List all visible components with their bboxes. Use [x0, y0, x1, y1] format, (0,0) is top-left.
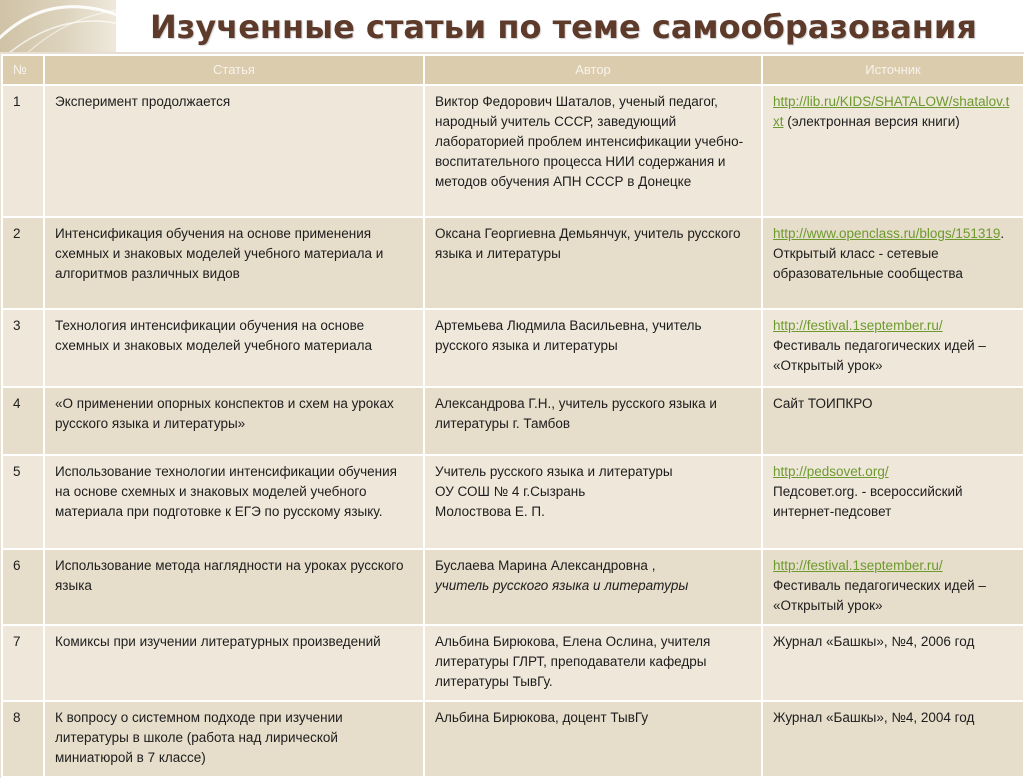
header-number: №	[2, 55, 44, 85]
table-row	[2, 309, 1024, 387]
header-author: Автор	[424, 55, 762, 85]
source-description: . Открытый класс - сетевые образовательные сообщества	[773, 226, 1005, 281]
author-position: Учитель русского языка и литературы	[435, 464, 673, 479]
source-description: Журнал «Башкы», №4, 2004 год	[773, 710, 975, 725]
table-row	[2, 549, 1024, 625]
article-author: Альбина Бирюкова, доцент ТывГу	[424, 701, 762, 777]
article-title: Использование технологии интенсификации обучения на основе схемных и знаковых моделей учебного материала при подготовке к ЕГЭ по русскому языку.	[44, 455, 424, 549]
article-title: Комиксы при изучении литературных произведений	[44, 625, 424, 701]
page-title: Изученные статьи по теме самообразования	[150, 8, 977, 46]
source-description: Фестиваль педагогических идей – «Открытый урок»	[773, 338, 986, 373]
header-article: Статья	[44, 55, 424, 85]
table-row	[2, 387, 1024, 455]
article-source	[762, 309, 1024, 387]
decorative-arc-icon	[0, 0, 116, 52]
row-number: 4	[2, 387, 44, 455]
article-source	[762, 455, 1024, 549]
row-number: 1	[2, 85, 44, 217]
article-author: Артемьева Людмила Васильевна, учитель русского языка и литературы	[424, 309, 762, 387]
row-number: 3	[2, 309, 44, 387]
table-row	[2, 85, 1024, 217]
row-number: 8	[2, 701, 44, 777]
table-row	[2, 625, 1024, 701]
article-source	[762, 549, 1024, 625]
author-school: ОУ СОШ № 4 г.Сызрань	[435, 484, 586, 499]
source-description: (электронная версия книги)	[783, 114, 960, 129]
source-description: Фестиваль педагогических идей – «Открытый урок»	[773, 578, 986, 613]
source-link[interactable]: http://www.openclass.ru/blogs/151319	[773, 226, 1001, 241]
decorative-corner	[0, 0, 116, 52]
source-link[interactable]: http://festival.1september.ru/	[773, 318, 943, 333]
source-link[interactable]: http://lib.ru/KIDS/SHATALOW/shatalov.txt	[773, 94, 1010, 129]
author-name: Молоствова Е. П.	[435, 504, 545, 519]
title-band	[0, 0, 1024, 52]
row-number: 6	[2, 549, 44, 625]
source-description: Журнал «Башкы», №4, 2006 год	[773, 634, 975, 649]
source-description: Педсовет.org. - всероссийский интернет-педсовет	[773, 484, 963, 519]
source-description: Сайт ТОИПКРО	[773, 396, 873, 411]
article-title: Интенсификация обучения на основе применения схемных и знаковых моделей учебного материала и алгоритмов различных видов	[44, 217, 424, 309]
table-row	[2, 217, 1024, 309]
article-title: «О применении опорных конспектов и схем на уроках русского языка и литературы»	[44, 387, 424, 455]
source-link[interactable]: http://pedsovet.org/	[773, 464, 889, 479]
article-author	[424, 455, 762, 549]
table-row	[2, 455, 1024, 549]
article-source	[762, 387, 1024, 455]
article-title: Эксперимент продолжается	[44, 85, 424, 217]
row-number: 5	[2, 455, 44, 549]
author-position: учитель русского языка и литературы	[435, 578, 689, 593]
article-author: Александрова Г.Н., учитель русского языка и литературы г. Тамбов	[424, 387, 762, 455]
author-name: Буслаева Марина Александровна ,	[435, 558, 656, 573]
article-title: Технология интенсификации обучения на основе схемных и знаковых моделей учебного материала	[44, 309, 424, 387]
table-row	[2, 701, 1024, 777]
article-title: К вопросу о системном подходе при изучении литературы в школе (работа над лирической миниатюрой в 7 классе)	[44, 701, 424, 777]
article-author: Альбина Бирюкова, Елена Ослина, учителя литературы ГЛРТ, преподаватели кафедры литературы ТывГу.	[424, 625, 762, 701]
article-title: Использование метода наглядности на уроках русского языка	[44, 549, 424, 625]
article-author	[424, 549, 762, 625]
article-source	[762, 625, 1024, 701]
header-source: Источник	[762, 55, 1024, 85]
article-source	[762, 85, 1024, 217]
article-author: Виктор Федорович Шаталов, ученый педагог, народный учитель СССР, заведующий лабораторией проблем интенсификации учебно-воспитательного процесса НИИ содержания и методов обучения АПН СССР в Донецке	[424, 85, 762, 217]
article-source	[762, 217, 1024, 309]
header-row	[2, 55, 1024, 85]
row-number: 7	[2, 625, 44, 701]
row-number: 2	[2, 217, 44, 309]
article-source	[762, 701, 1024, 777]
article-author: Оксана Георгиевна Демьянчук, учитель русского языка и литературы	[424, 217, 762, 309]
articles-table	[1, 54, 1024, 778]
source-link[interactable]: http://festival.1september.ru/	[773, 558, 943, 573]
